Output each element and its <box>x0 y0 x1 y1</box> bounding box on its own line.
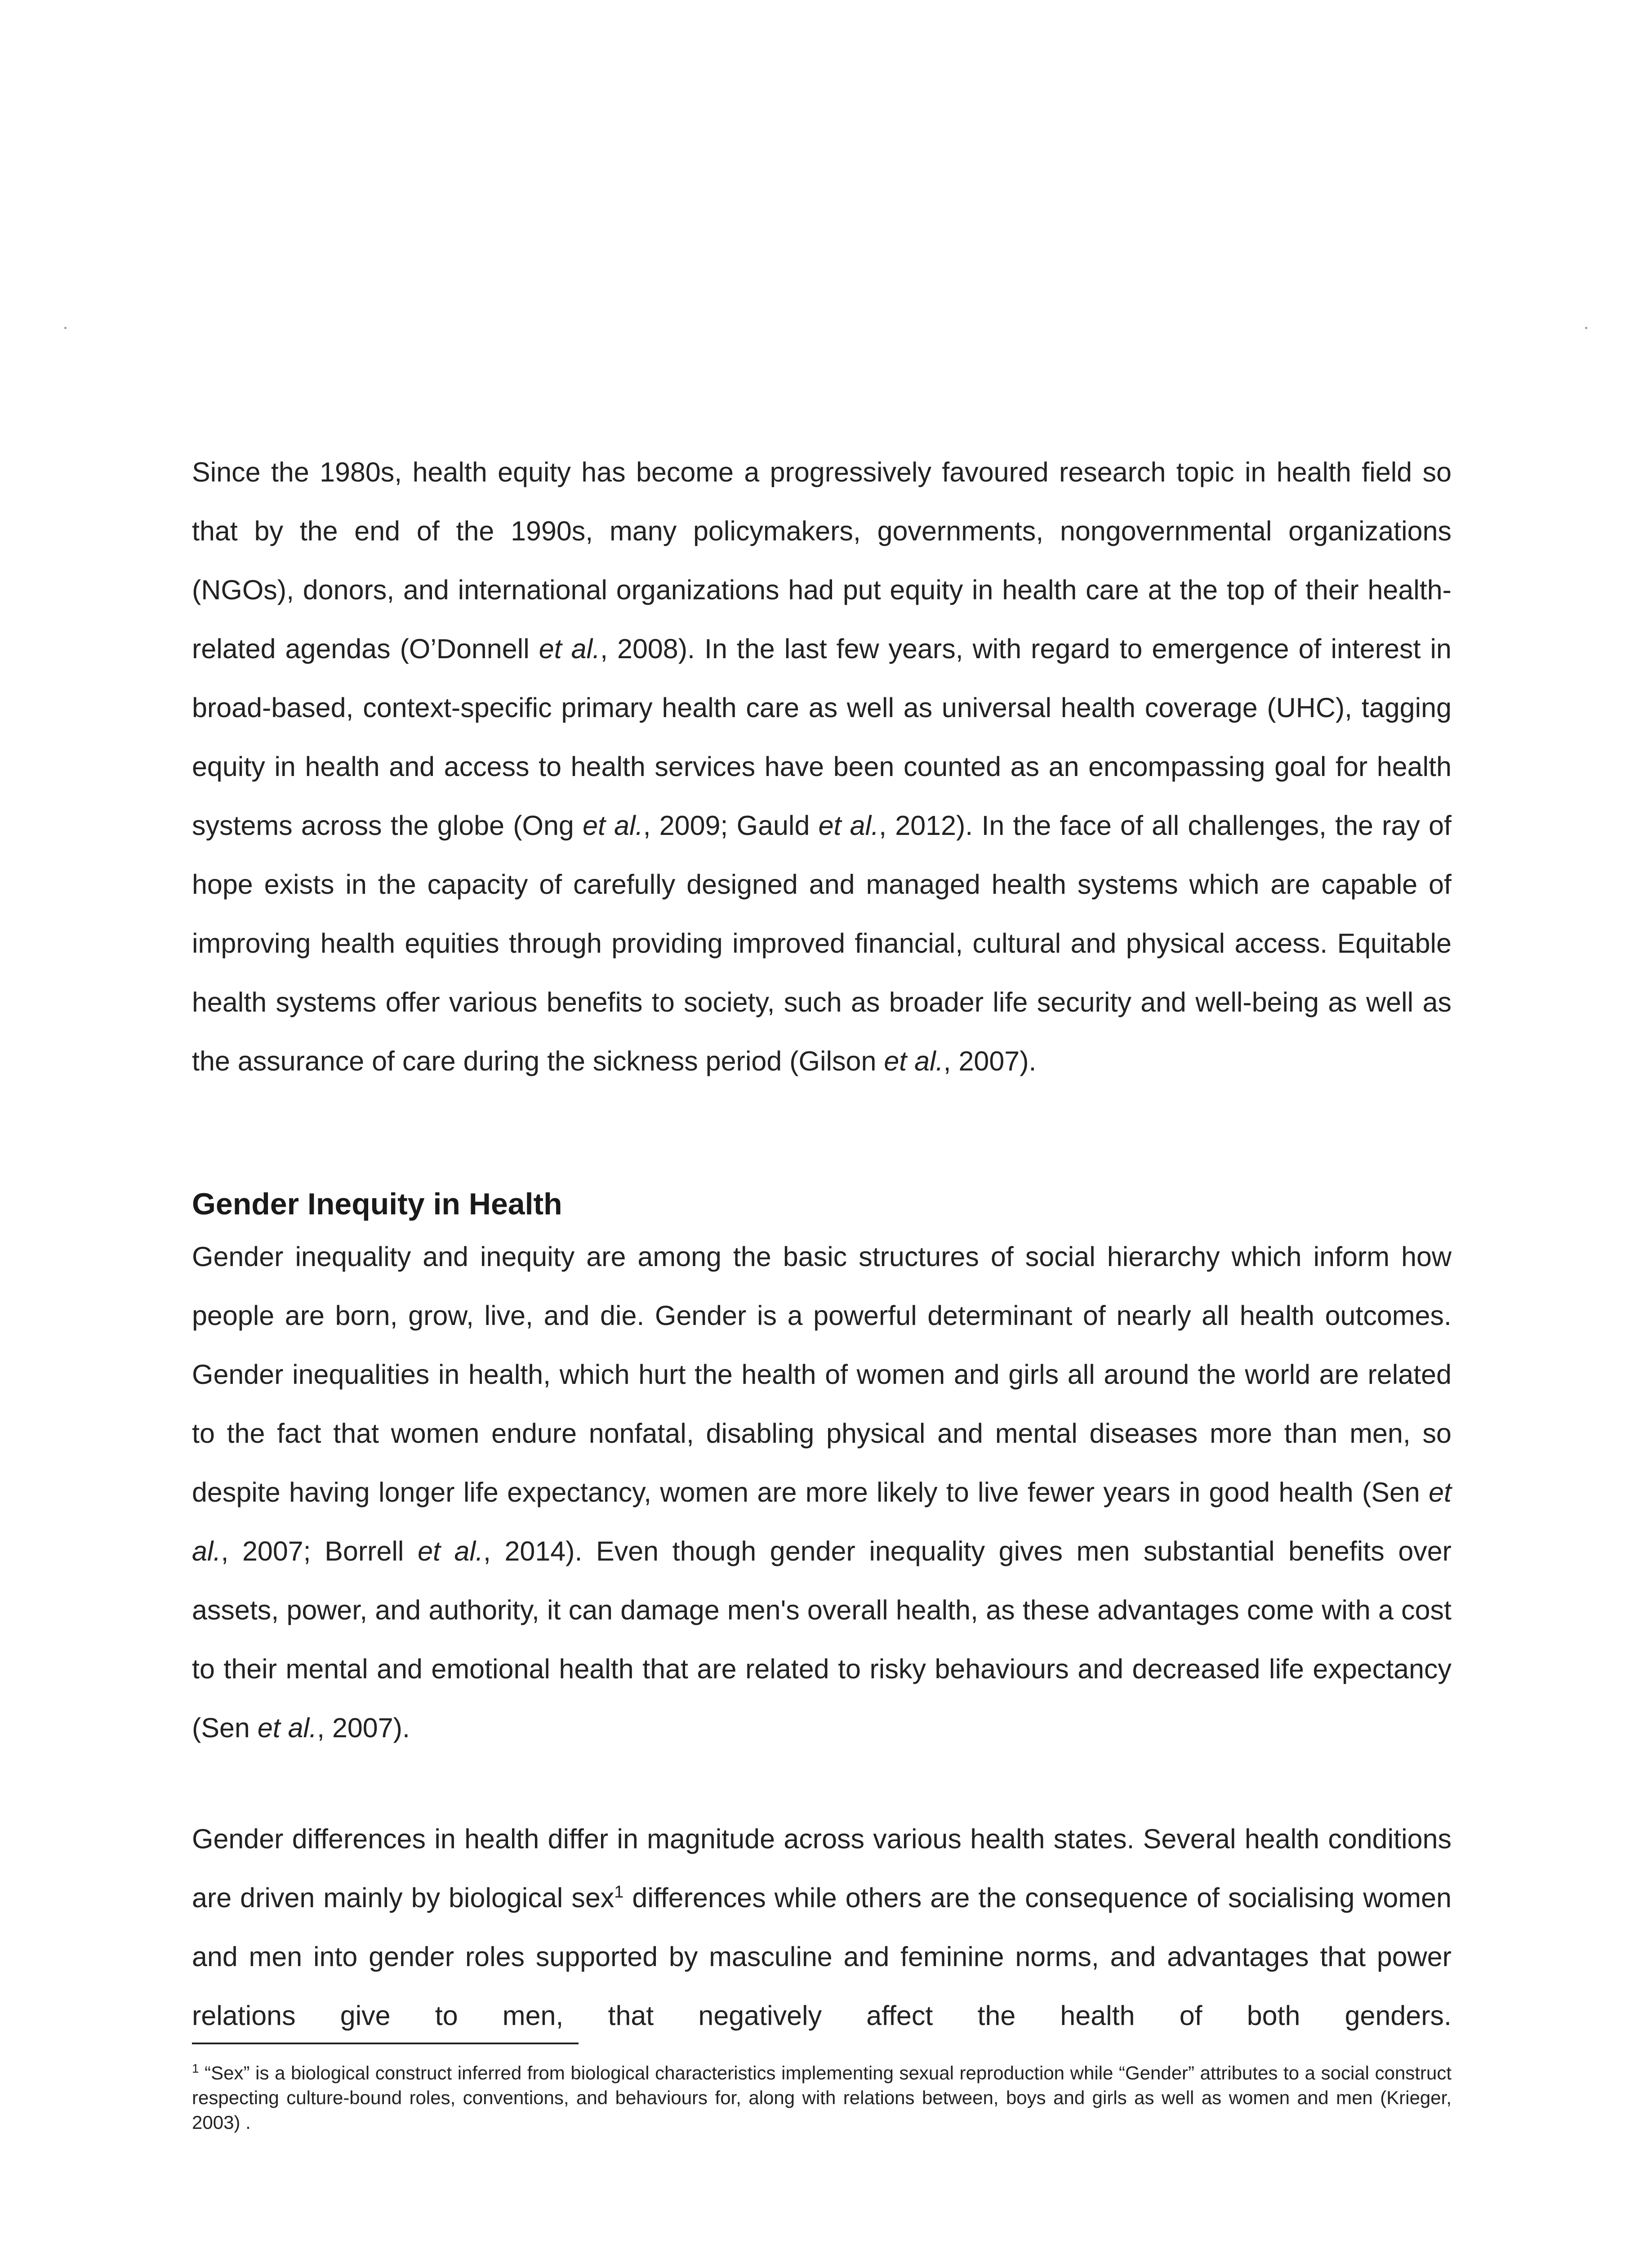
citation-italic: et al. <box>192 1477 1452 1566</box>
text-run: , 2007; Borrell <box>221 1536 418 1566</box>
paragraph-gender-inequality <box>192 1227 1452 1757</box>
corner-crop-mark-left <box>64 327 67 329</box>
text-run: , 2007). <box>943 1046 1037 1076</box>
text-run: , 2009; Gauld <box>643 810 819 841</box>
footnote-reference[interactable]: 1 <box>614 1882 624 1902</box>
text-run: Since the 1980s, health equity has become a progressively favoured research topic in health field so that by the end of the 1990s, many policymakers, governments, nongovernmental organizations (NGOs), donors, and international organizations had put equity in health care at the top of their health-related agendas (O’Donnell <box>192 457 1452 664</box>
body-paragraph <box>192 1227 1452 1757</box>
paragraph-health-equity <box>192 443 1452 1091</box>
text-run: , 2007). <box>317 1713 410 1743</box>
footnote <box>192 2061 1452 2135</box>
text-run: differences while others are the consequence of socialising women and men into gender roles supported by masculine and feminine norms, and advantages that power relations give to men, that negatively affect the health of both genders. <box>192 1882 1452 2031</box>
paragraph-gender-differences <box>192 1810 1452 2045</box>
text-run: , 2014). Even though gender inequality gives men substantial benefits over assets, power, and authority, it can damage men's overall health, as these advantages come with a cost to their mental and emotional health that are related to risky behaviours and decreased life expectancy (Sen <box>192 1536 1452 1743</box>
footnote-marker: 1 <box>192 2061 199 2075</box>
citation-italic: et al. <box>818 810 879 841</box>
footnote-separator <box>192 2043 579 2044</box>
body-paragraph <box>192 443 1452 1091</box>
section-heading: Gender Inequity in Health <box>192 1187 562 1221</box>
text-run: , 2012). In the face of all challenges, the ray of hope exists in the capacity of carefully designed and managed health systems which are capable of improving health equities through providing improved financial, cultural and physical access. Equitable health systems offer various benefits to society, such as broader life security and well-being as well as the assurance of care during the sickness period (Gilson <box>192 810 1452 1076</box>
citation-italic: et al. <box>418 1536 483 1566</box>
citation-italic: et al. <box>884 1046 944 1076</box>
citation-italic: et al. <box>257 1713 317 1743</box>
text-run: Gender differences in health differ in magnitude across various health states. Several health conditions are driven mainly by biological sex <box>192 1824 1452 1913</box>
text-run: Gender inequality and inequity are among the basic structures of social hierarchy which inform how people are born, grow, live, and die. Gender is a powerful determinant of nearly all health outcomes. Gender inequalities in health, which hurt the health of women and girls all around the world are related to the fact that women endure nonfatal, disabling physical and mental diseases more than men, so despite having longer life expectancy, women are more likely to live fewer years in good health (Sen <box>192 1241 1452 1508</box>
footnote-text: “Sex” is a biological construct inferred from biological characteristics implementing sexual reproduction while “Gender” attributes to a social construct respecting culture-bound roles, conventions, and behaviours for, along with relations between, boys and girls as well as women and men (Krieger, 2003) . <box>192 2062 1452 2133</box>
text-run: , 2008). In the last few years, with regard to emergence of interest in broad-based, context-specific primary health care as well as universal health coverage (UHC), tagging equity in health and access to health services have been counted as an encompassing goal for health systems across the globe (Ong <box>192 633 1452 841</box>
section-heading-block <box>192 1184 1452 1224</box>
corner-crop-mark-right <box>1585 327 1587 329</box>
body-paragraph <box>192 1810 1452 2045</box>
citation-italic: et al. <box>539 633 601 664</box>
citation-italic: et al. <box>583 810 643 841</box>
